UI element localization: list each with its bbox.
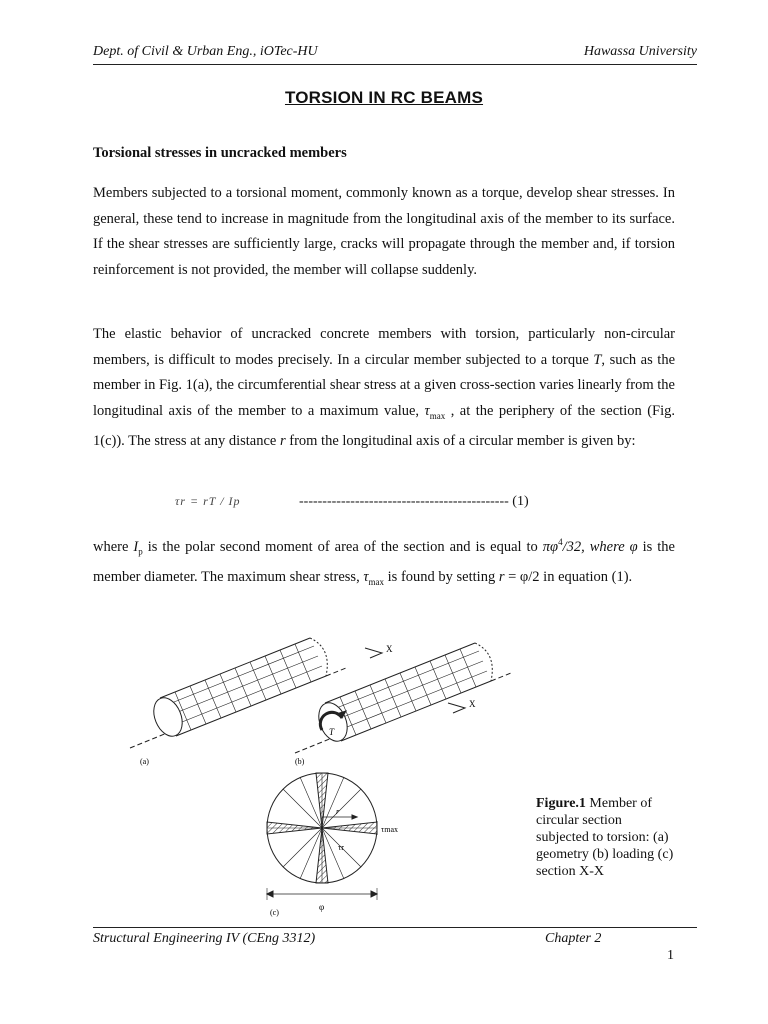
page-number: 1 — [667, 948, 674, 963]
paragraph-elastic-behavior: The elastic behavior of uncracked concrete members with torsion, particularly non-circular members, is difficult to modes precisely. In a circular member subjected to a torque T, such as the member in Fig. 1(a), the circumferential shear stress at a given cross-section varies linearly from the longitudinal axis of the member to a maximum value, $\tau_{max}$ , at the periphery of the section (Fig. 1(c)). The stress at any distance r from the longitudinal axis of a circular member is given by: — [93, 326, 676, 449]
equation-1 — [175, 494, 529, 510]
label-c: (c) — [270, 908, 279, 917]
figure-caption: Figure.1 Member of circular section subjected to torsion: (a) geometry (b) loading (c) section X-X — [536, 796, 674, 879]
equation-number: --------------------------------------------- (1) — [299, 494, 529, 509]
label-r: r — [336, 807, 340, 816]
header-university: Hawassa University — [583, 44, 697, 59]
label-x-top: X — [386, 644, 393, 654]
label-x-bottom: X — [469, 699, 476, 709]
label-tau-max: τmax — [381, 825, 398, 834]
figure-torsion-member — [120, 618, 520, 918]
cylinder-a — [130, 638, 346, 748]
cross-section-c — [267, 773, 377, 900]
section-heading: Torsional stresses in uncracked members — [93, 145, 347, 161]
paragraph-polar-moment: where $I_p$ is the polar second moment of area of the section and is equal to $\pi\varphi^4/32$, where φ is the member diameter. The maximum shear stress, $\tau_{max}$ is found by setting r = φ/2 in equation (1). — [93, 537, 675, 588]
equation-formula: τr = rT / Ip — [175, 494, 241, 508]
label-torque: T — [329, 727, 335, 737]
footer-course: Structural Engineering IV (CEng 3312) — [93, 931, 316, 946]
label-phi: φ — [319, 902, 325, 912]
label-a: (a) — [140, 757, 149, 766]
label-tau-r: τr — [338, 843, 344, 852]
page-footer — [93, 927, 697, 950]
paragraph-intro: Members subjected to a torsional moment, commonly known as a torque, develop shear stresses. In general, these tend to increase in magnitude from the longitudinal axis of the member to its surface. If the shear stresses are sufficiently large, cracks will propagate through the member and, if torsion reinforcement is not provided, the member will collapse suddenly. — [93, 185, 675, 278]
footer-chapter: Chapter 2 — [545, 931, 602, 946]
label-b: (b) — [295, 757, 305, 766]
page-header — [93, 44, 697, 65]
page-title: TORSION IN RC BEAMS — [284, 88, 484, 107]
header-department: Dept. of Civil & Urban Eng., iOTec-HU — [93, 44, 318, 59]
